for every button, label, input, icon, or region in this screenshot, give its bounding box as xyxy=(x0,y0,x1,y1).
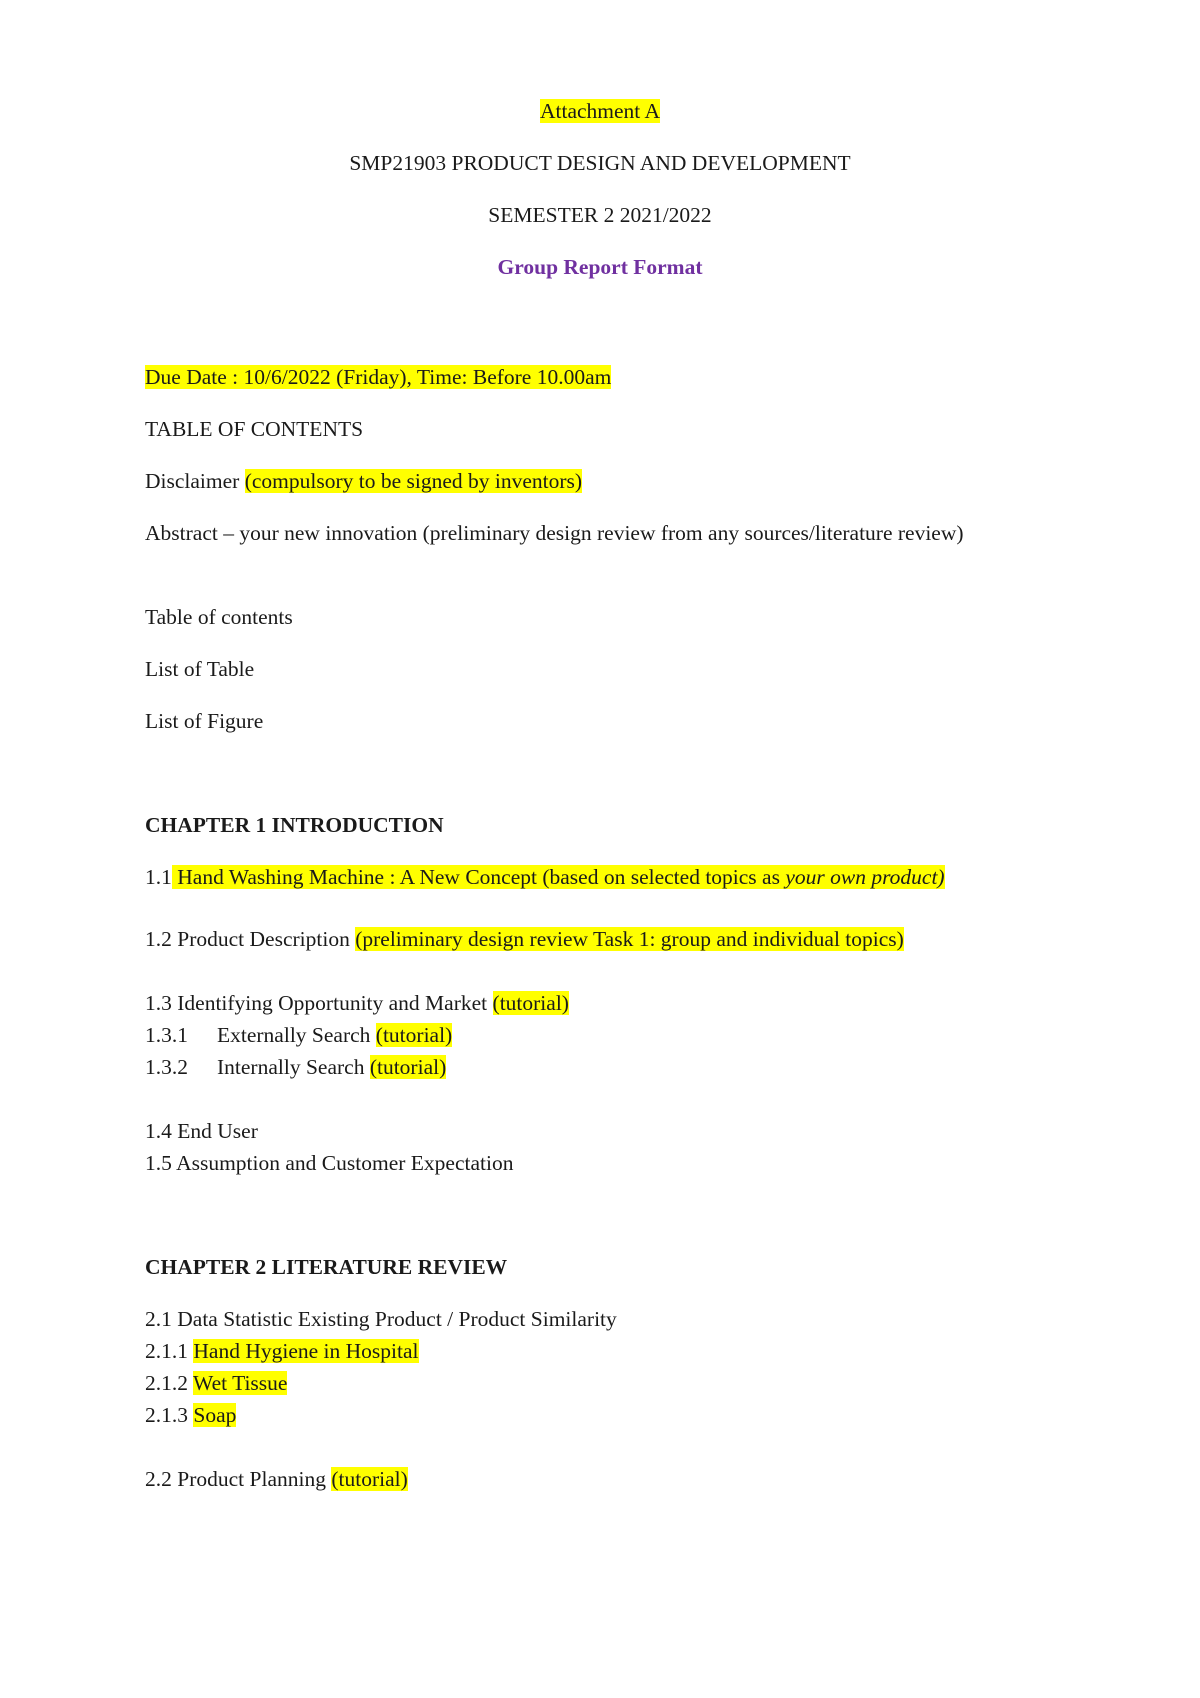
toc-item: Table of contents xyxy=(145,605,293,629)
list-of-table-item: List of Table xyxy=(145,657,255,681)
section-1-3-2: 1.3.2 Internally Search (tutorial) xyxy=(145,1055,447,1079)
section-2-1-2: 2.1.2 Wet Tissue xyxy=(145,1371,288,1395)
semester-label: SEMESTER 2 2021/2022 xyxy=(488,203,712,227)
section-1-3: 1.3 Identifying Opportunity and Market (tutorial) xyxy=(145,991,569,1015)
list-of-figure-item: List of Figure xyxy=(145,709,264,733)
course-title: SMP21903 PRODUCT DESIGN AND DEVELOPMENT xyxy=(349,151,851,175)
section-2-1-1: 2.1.1 Hand Hygiene in Hospital xyxy=(145,1339,419,1363)
abstract-item: Abstract – your new innovation (preliminary design review from any sources/literature review) xyxy=(145,521,964,545)
attachment-label: Attachment A xyxy=(539,99,660,123)
chapter-2-heading: CHAPTER 2 LITERATURE REVIEW xyxy=(145,1255,508,1279)
report-title: Group Report Format xyxy=(497,255,703,279)
section-2-1: 2.1 Data Statistic Existing Product / Product Similarity xyxy=(145,1307,617,1331)
due-date: Due Date : 10/6/2022 (Friday), Time: Before 10.00am xyxy=(145,365,612,389)
section-1-5: 1.5 Assumption and Customer Expectation xyxy=(145,1151,514,1175)
section-2-1-3: 2.1.3 Soap xyxy=(145,1403,237,1427)
section-1-2: 1.2 Product Description (preliminary design review Task 1: group and individual topics) xyxy=(145,927,904,951)
section-1-3-1: 1.3.1 Externally Search (tutorial) xyxy=(145,1023,453,1047)
chapter-1-heading: CHAPTER 1 INTRODUCTION xyxy=(145,813,444,837)
disclaimer-note: (compulsory to be signed by inventors) xyxy=(244,469,583,493)
section-1-4: 1.4 End User xyxy=(145,1119,258,1143)
disclaimer-item: Disclaimer (compulsory to be signed by inventors) xyxy=(145,469,583,493)
toc-heading: TABLE OF CONTENTS xyxy=(145,417,364,441)
section-2-2: 2.2 Product Planning (tutorial) xyxy=(145,1467,408,1491)
section-1-1: 1.1 Hand Washing Machine : A New Concept (based on selected topics as your own product) xyxy=(145,865,945,889)
